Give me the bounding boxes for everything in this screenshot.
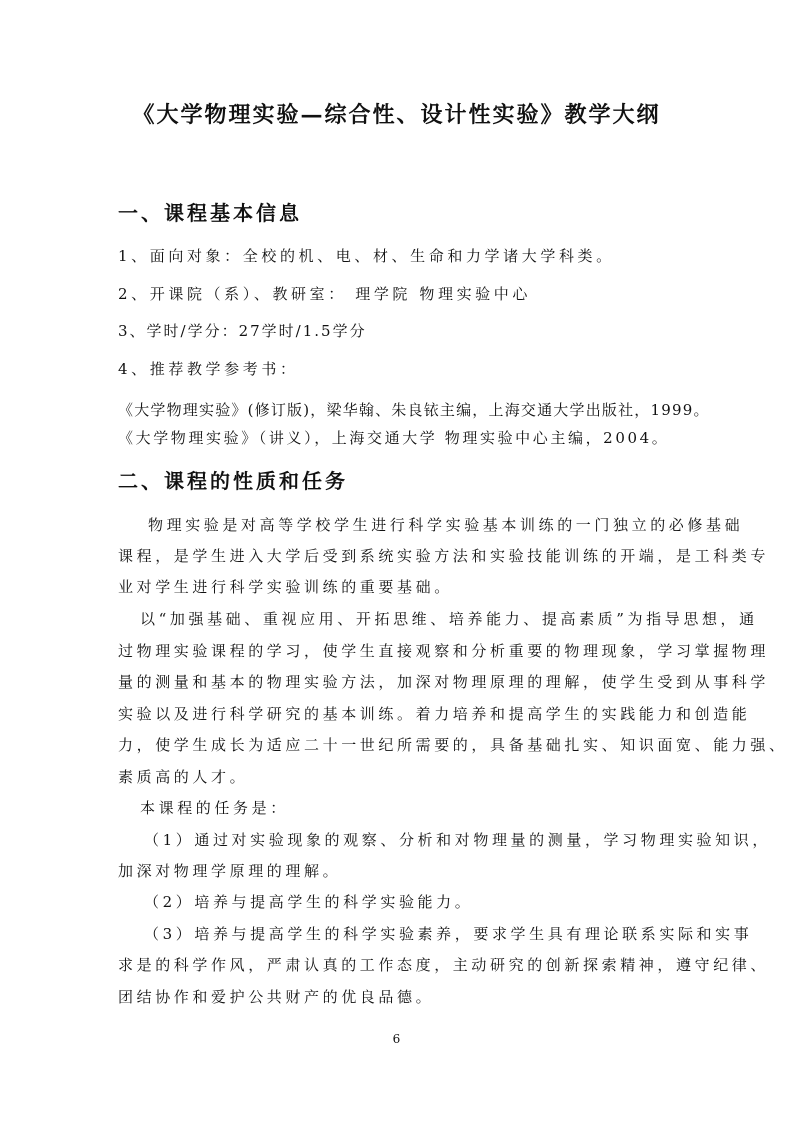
paragraph-line: 素质高的人才。: [118, 768, 249, 786]
paragraph-line: 力，使学生成长为适应二十一世纪所需要的，具备基础扎实、知识面宽、能力强、: [118, 736, 788, 754]
info-item: 3、学时/学分：27学时/1.5学分: [118, 322, 367, 340]
task-item: （3）培养与提高学生的科学实验素养，要求学生具有理论联系实际和实事: [144, 925, 753, 943]
paragraph-line: 求是的科学作风，严肃认真的工作态度，主动研究的创新探索精神，遵守纪律、: [118, 956, 770, 974]
document-title: 《大学物理实验—综合性、设计性实验》教学大纲: [132, 102, 661, 128]
paragraph-line: 实验以及进行科学研究的基本训练。着力培养和提高学生的实践能力和创造能: [118, 705, 751, 723]
paragraph-line: 课程，是学生进入大学后受到系统实验方法和实验技能训练的开端，是工科类专: [118, 547, 770, 565]
info-item: 1、面向对象：全校的机、电、材、生命和力学诸大学科类。: [118, 247, 615, 265]
paragraph-line: 以“加强基础、重视应用、开拓思维、培养能力、提高素质”为指导思想，通: [140, 610, 758, 628]
section-heading-basic-info: 一、课程基本信息: [118, 201, 302, 225]
paragraph-line: 加深对物理学原理的理解。: [118, 862, 342, 880]
info-item: 4、推荐教学参考书：: [118, 360, 299, 378]
section-heading-nature-tasks: 二、课程的性质和任务: [118, 469, 348, 493]
paragraph-line: 物理实验是对高等学校学生进行科学实验基本训练的一门独立的必修基础: [148, 516, 744, 534]
paragraph-line: 过物理实验课程的学习，使学生直接观察和分析重要的物理现象，学习掌握物理: [118, 642, 770, 660]
task-item: （1）通过对实验现象的观察、分析和对物理量的测量，学习物理实验知识，: [144, 831, 771, 849]
paragraph-line: 量的测量和基本的物理实验方法，加深对物理原理的理解，使学生受到从事科学: [118, 673, 770, 691]
page-number: 6: [392, 1032, 401, 1046]
paragraph-line: 团结协作和爱护公共财产的优良品德。: [118, 988, 435, 1006]
paragraph-line: 本课程的任务是：: [140, 799, 289, 817]
reference-item: 《大学物理实验》（讲义），上海交通大学 物理实验中心主编，2004。: [118, 429, 670, 447]
task-item: （2）培养与提高学生的科学实验能力。: [144, 893, 474, 911]
info-item: 2、开课院（系）、教研室： 理学院 物理实验中心: [118, 285, 531, 303]
reference-item: 《大学物理实验》(修订版)，梁华翰、朱良铱主编，上海交通大学出版社，1999。: [118, 401, 710, 419]
paragraph-line: 业对学生进行科学实验训练的重要基础。: [118, 578, 453, 596]
